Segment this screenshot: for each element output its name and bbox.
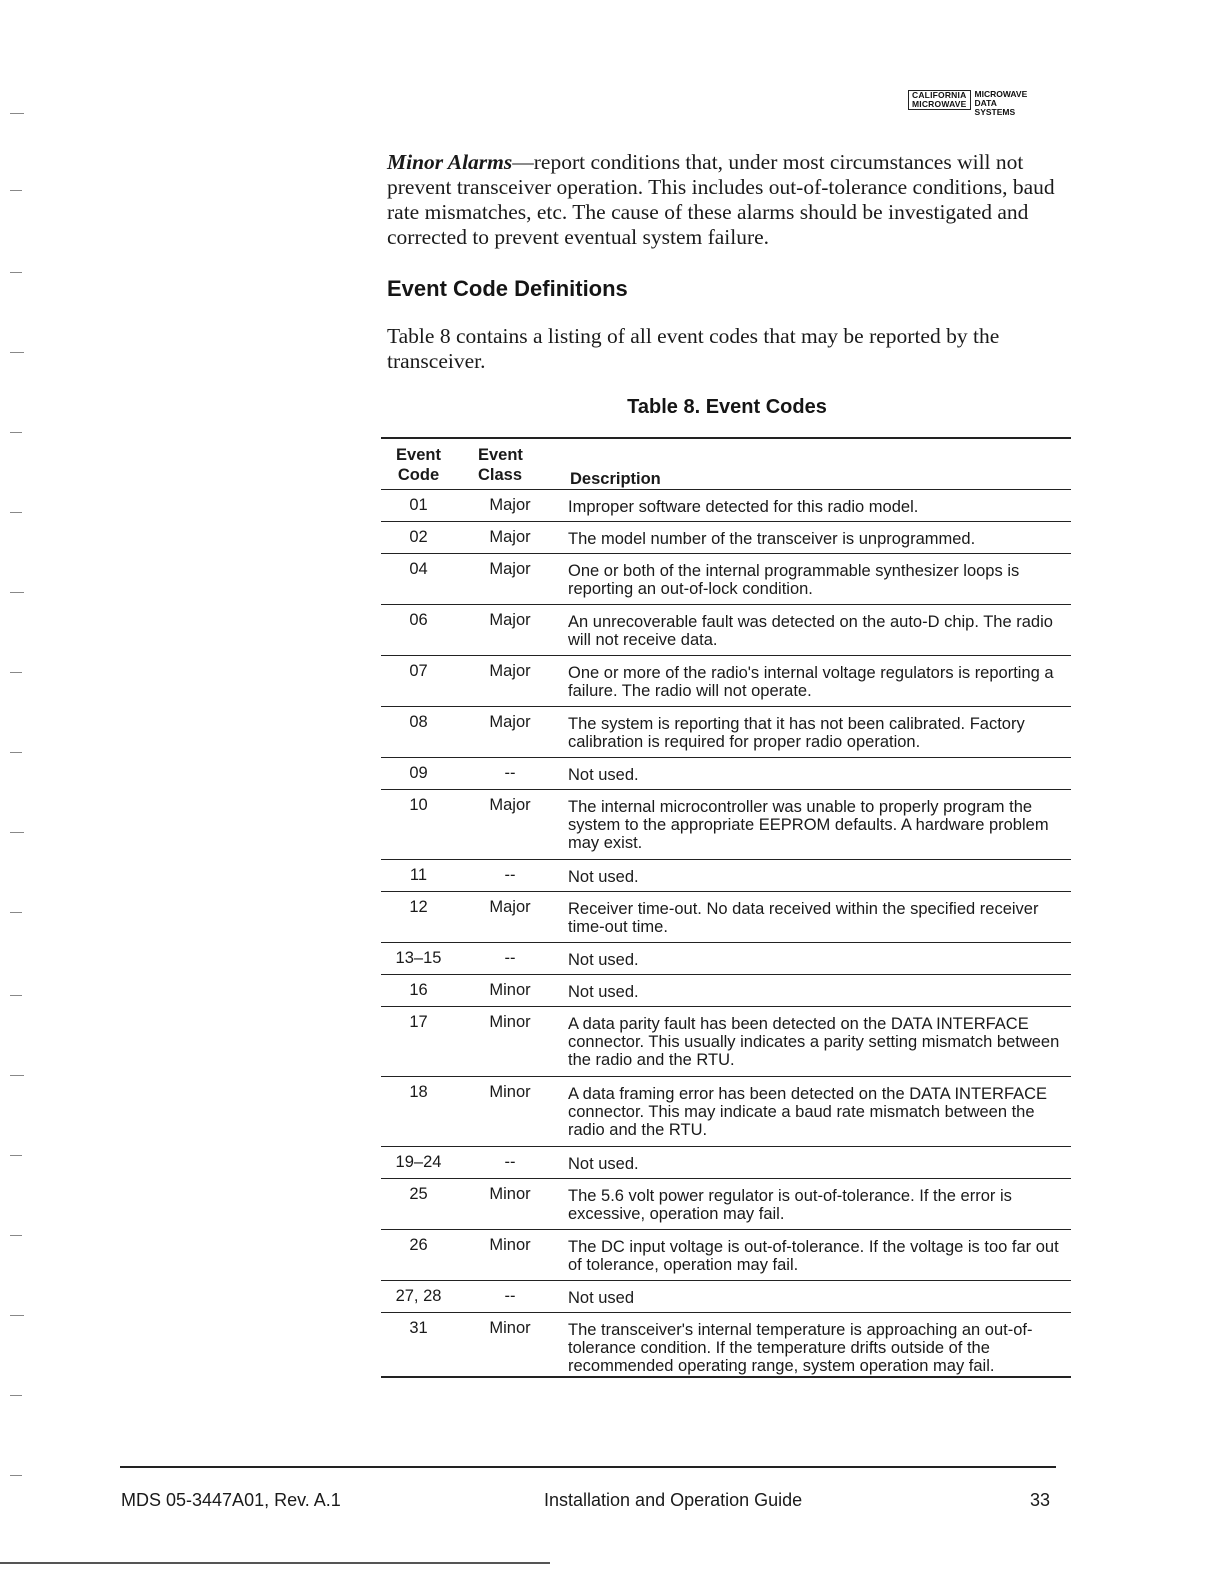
header-event-code: Event Code [396,446,441,484]
event-code-cell: 06 [409,611,428,629]
event-code-cell: 12 [409,898,428,916]
table-row [381,1006,1071,1076]
event-code-cell: 18 [409,1083,428,1101]
event-class-cell: Major [489,898,531,916]
event-code-cell: 17 [409,1013,428,1031]
event-code-cell: 02 [409,528,428,546]
event-codes-table [381,437,1071,1378]
description-cell: The 5.6 volt power regulator is out-of-tolerance. If the error is excessive, operation may fail. [568,1187,1012,1223]
margin-mark [10,1155,22,1156]
event-class-cell: Major [489,496,531,514]
table-row [381,604,1071,655]
event-code-cell: 10 [409,796,428,814]
event-class-cell: -- [504,1287,516,1305]
event-class-cell: Major [489,560,531,578]
table-row [381,706,1071,757]
logo-text-line1: MICROWAVE [974,89,1028,99]
event-class-cell: Minor [489,1236,531,1254]
event-class-cell: Major [489,528,531,546]
event-code-cell: 13–15 [395,949,442,967]
margin-mark [10,190,22,191]
event-code-cell: 08 [409,713,428,731]
margin-mark [10,752,22,753]
event-class-cell: Major [489,796,531,814]
table-row [381,789,1071,859]
event-code-cell: 25 [409,1185,428,1203]
footer-title: Installation and Operation Guide [544,1490,803,1510]
description-cell: One or both of the internal programmable synthesizer loops is reporting an out-of-lock condition. [568,562,1020,598]
section-heading: Event Code Definitions [387,276,628,301]
event-class-cell: -- [504,764,516,782]
table-row [381,974,1071,1006]
event-class-cell: Minor [489,1319,531,1337]
margin-mark [10,512,22,513]
description-cell: Not used [568,1289,635,1307]
margin-mark [10,832,24,833]
description-cell: Improper software detected for this radio model. [568,498,919,516]
description-cell: An unrecoverable fault was detected on the auto-D chip. The radio will not receive data. [568,613,1053,649]
table-body [381,489,1071,1376]
event-class-cell: Minor [489,1013,531,1031]
logo-text-line3: SYSTEMS [974,107,1016,117]
minor-alarms-body: —report conditions that, under most circumstances will not prevent transceiver operation. This includes out-of-tolerance conditions, baud rate mismatches, etc. The cause of these alarms should be investigated and corrected to prevent eventual system failure. [387,150,1055,249]
description-cell: A data parity fault has been detected on the DATA INTERFACE connector. This usually indicates a parity setting mismatch between the radio and the RTU. [568,1015,1060,1069]
company-logo [908,90,1078,124]
description-cell: A data framing error has been detected on the DATA INTERFACE connector. This may indicate a baud rate mismatch between the radio and the RTU. [568,1085,1048,1139]
description-cell: The DC input voltage is out-of-tolerance. If the voltage is too far out of tolerance, operation may fail. [568,1238,1059,1274]
table-row [381,757,1071,789]
header-event-class: Event Class [478,446,523,484]
table-row [381,1146,1071,1178]
description-cell: Not used. [568,868,639,886]
description-cell: The model number of the transceiver is unprogrammed. [568,530,976,548]
event-class-cell: Minor [489,1083,531,1101]
margin-mark [10,1315,24,1316]
event-code-cell: 09 [409,764,428,782]
event-class-cell: -- [504,1153,516,1171]
description-cell: Receiver time-out. No data received within the specified receiver time-out time. [568,900,1039,936]
event-code-cell: 27, 28 [395,1287,442,1305]
margin-mark [10,592,24,593]
description-cell: Not used. [568,951,639,969]
event-code-cell: 26 [409,1236,428,1254]
table-row [381,1312,1071,1376]
logo-box-line2: MICROWAVE [912,99,967,109]
table-row [381,859,1071,891]
header-description: Description [570,470,661,488]
event-class-cell: Minor [489,1185,531,1203]
event-code-cell: 16 [409,981,428,999]
description-cell: The internal microcontroller was unable to properly program the system to the appropriate EEPROM defaults. A hardware problem may exist. [568,798,1049,852]
event-class-cell: Major [489,611,531,629]
event-code-cell: 11 [409,866,428,884]
table-row [381,489,1071,521]
margin-mark [10,432,22,433]
description-cell: One or more of the radio's internal voltage regulators is reporting a failure. The radio will not operate. [568,664,1054,700]
logo-wordmark [975,90,1028,117]
section-paragraph: Table 8 contains a listing of all event codes that may be reported by the transceiver. [387,324,1000,373]
margin-mark [10,672,22,673]
margin-mark [10,912,22,913]
margin-mark [10,1235,22,1236]
minor-alarms-term: Minor Alarms [387,150,513,174]
event-code-cell: 19–24 [395,1153,442,1171]
logo-text-line2: DATA [974,98,997,108]
table-row [381,1229,1071,1280]
margin-mark [10,1395,22,1396]
table-row [381,521,1071,553]
event-code-cell: 31 [409,1319,428,1337]
margin-mark [10,995,22,996]
table-row [381,655,1071,706]
logo-box [908,90,971,110]
description-cell: Not used. [568,1155,639,1173]
minor-alarms-paragraph [387,150,1067,250]
description-cell: The transceiver's internal temperature is approaching an out-of-tolerance condition. If the temperature drifts outside of the recommended operating range, system operation may fail. [568,1321,1033,1375]
table-row [381,1178,1071,1229]
footer-doc-id: MDS 05-3447A01, Rev. A.1 [121,1490,341,1510]
margin-mark [10,272,22,273]
table-row [381,1076,1071,1146]
margin-mark [10,1475,22,1476]
event-code-cell: 01 [409,496,428,514]
scan-margin-marks [0,0,40,1584]
table-header-row [381,439,1071,489]
event-class-cell: -- [504,866,516,884]
description-cell: Not used. [568,766,639,784]
event-class-cell: Major [489,662,531,680]
description-cell: The system is reporting that it has not been calibrated. Factory calibration is required for proper radio operation. [568,715,1025,751]
page-number: 33 [1030,1490,1051,1510]
logo-box-line1: CALIFORNIA [912,90,967,100]
table-row [381,942,1071,974]
table-caption: Table 8. Event Codes [627,396,827,418]
scan-edge-line [0,1562,550,1564]
footer-rule [120,1466,1056,1468]
table-bottom-rule [381,1376,1071,1378]
table-row [381,553,1071,604]
table-row [381,891,1071,942]
description-cell: Not used. [568,983,639,1001]
event-class-cell: Minor [489,981,531,999]
event-class-cell: Major [489,713,531,731]
event-code-cell: 04 [409,560,428,578]
event-code-cell: 07 [409,662,428,680]
event-class-cell: -- [504,949,516,967]
margin-mark [10,113,24,114]
table-row [381,1280,1071,1312]
margin-mark [10,1075,24,1076]
margin-mark [10,352,24,353]
